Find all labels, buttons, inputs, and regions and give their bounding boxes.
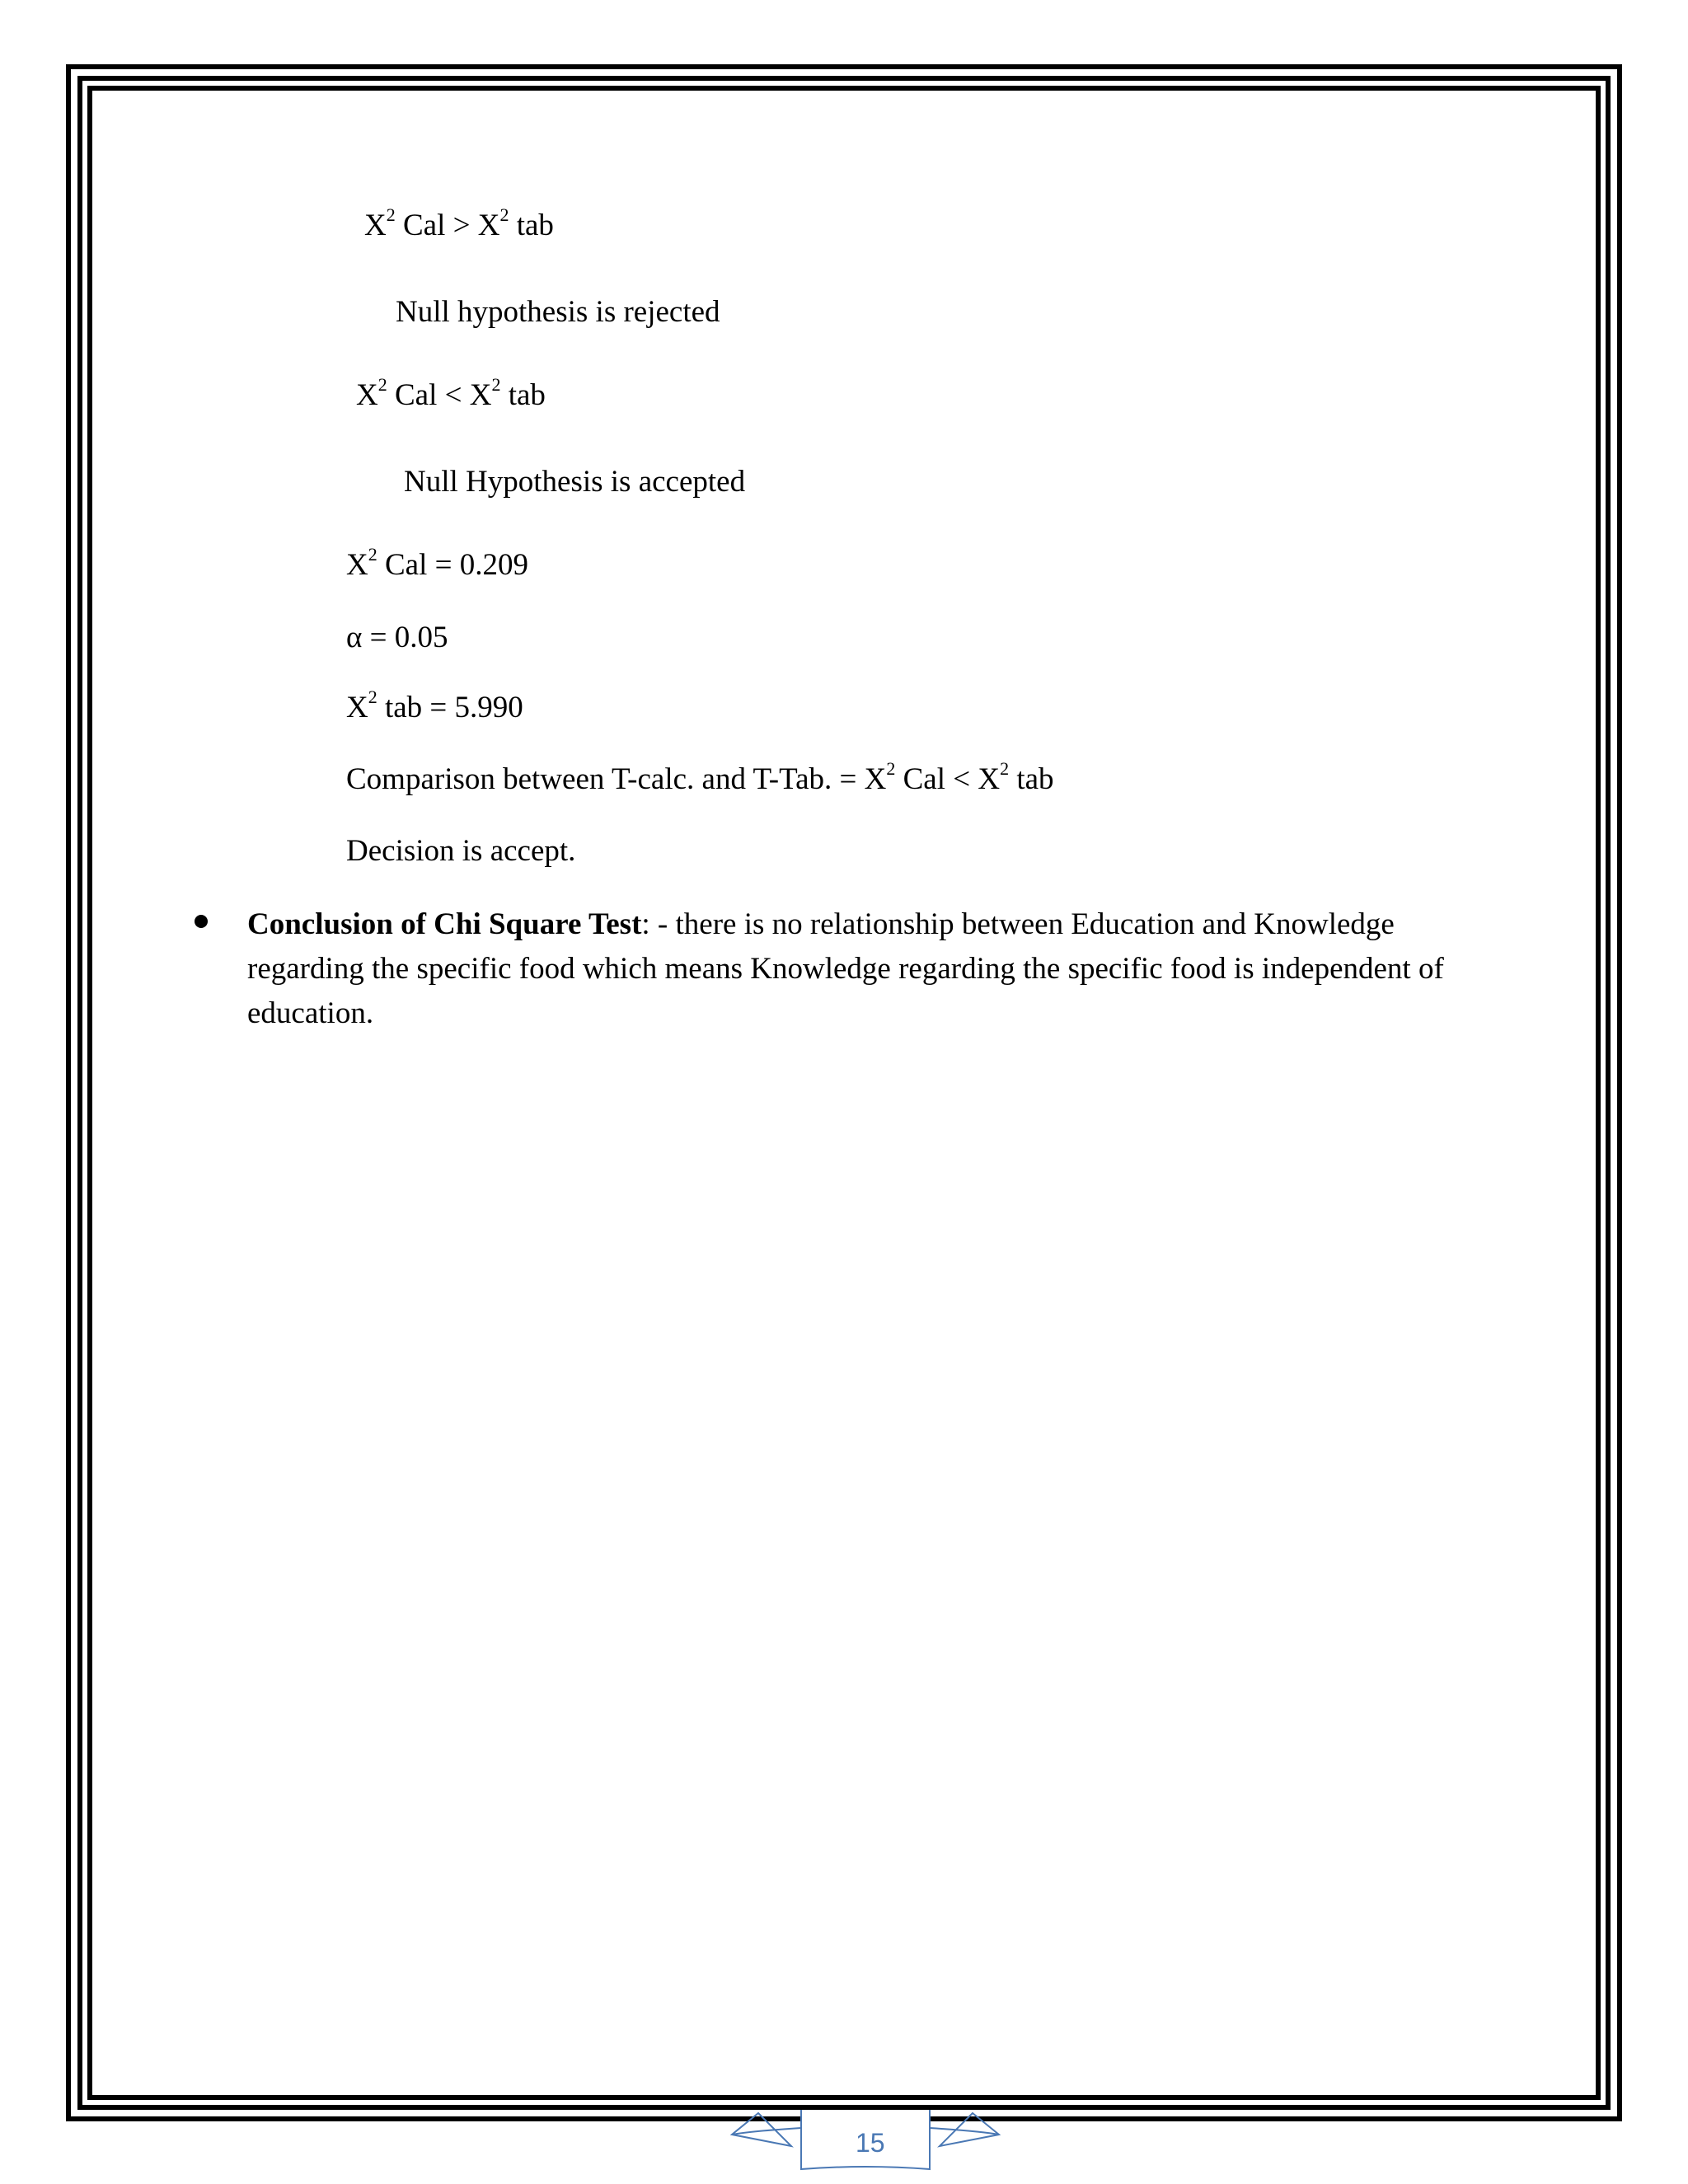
null-hypothesis-rejected: Null hypothesis is rejected: [396, 295, 720, 329]
null-hypothesis-accepted: Null Hypothesis is accepted: [404, 465, 746, 499]
chi-square-cal-less-line: $X^2$ Cal < $X^2$ tab: [356, 373, 546, 412]
chi-square-tab-value: $X^2$ tab = 5.990: [346, 686, 523, 724]
decision-line: Decision is accept.: [346, 834, 576, 868]
page-border-inner: [87, 86, 1601, 2100]
conclusion-paragraph: [247, 902, 1500, 1036]
page-number: 15: [856, 2128, 885, 2158]
comparison-line: Comparison between T-calc. and T-Tab. = $X^2$ Cal < $X^2$ tab: [346, 757, 1054, 796]
chi-square-cal-value: $X^2$ Cal = 0.209: [346, 543, 528, 582]
chi-square-cal-greater-line: $X^2$ Cal > $X^2$ tab: [364, 204, 554, 242]
conclusion-text: : - there is no relationship between Education and Knowledge regarding the specific food which means Knowledge regarding the specific food is independent of education.: [247, 907, 1444, 1030]
bullet-icon: [195, 915, 208, 928]
alpha-value: α = 0.05: [346, 621, 448, 654]
conclusion-heading: Conclusion of Chi Square Test: [247, 907, 642, 941]
